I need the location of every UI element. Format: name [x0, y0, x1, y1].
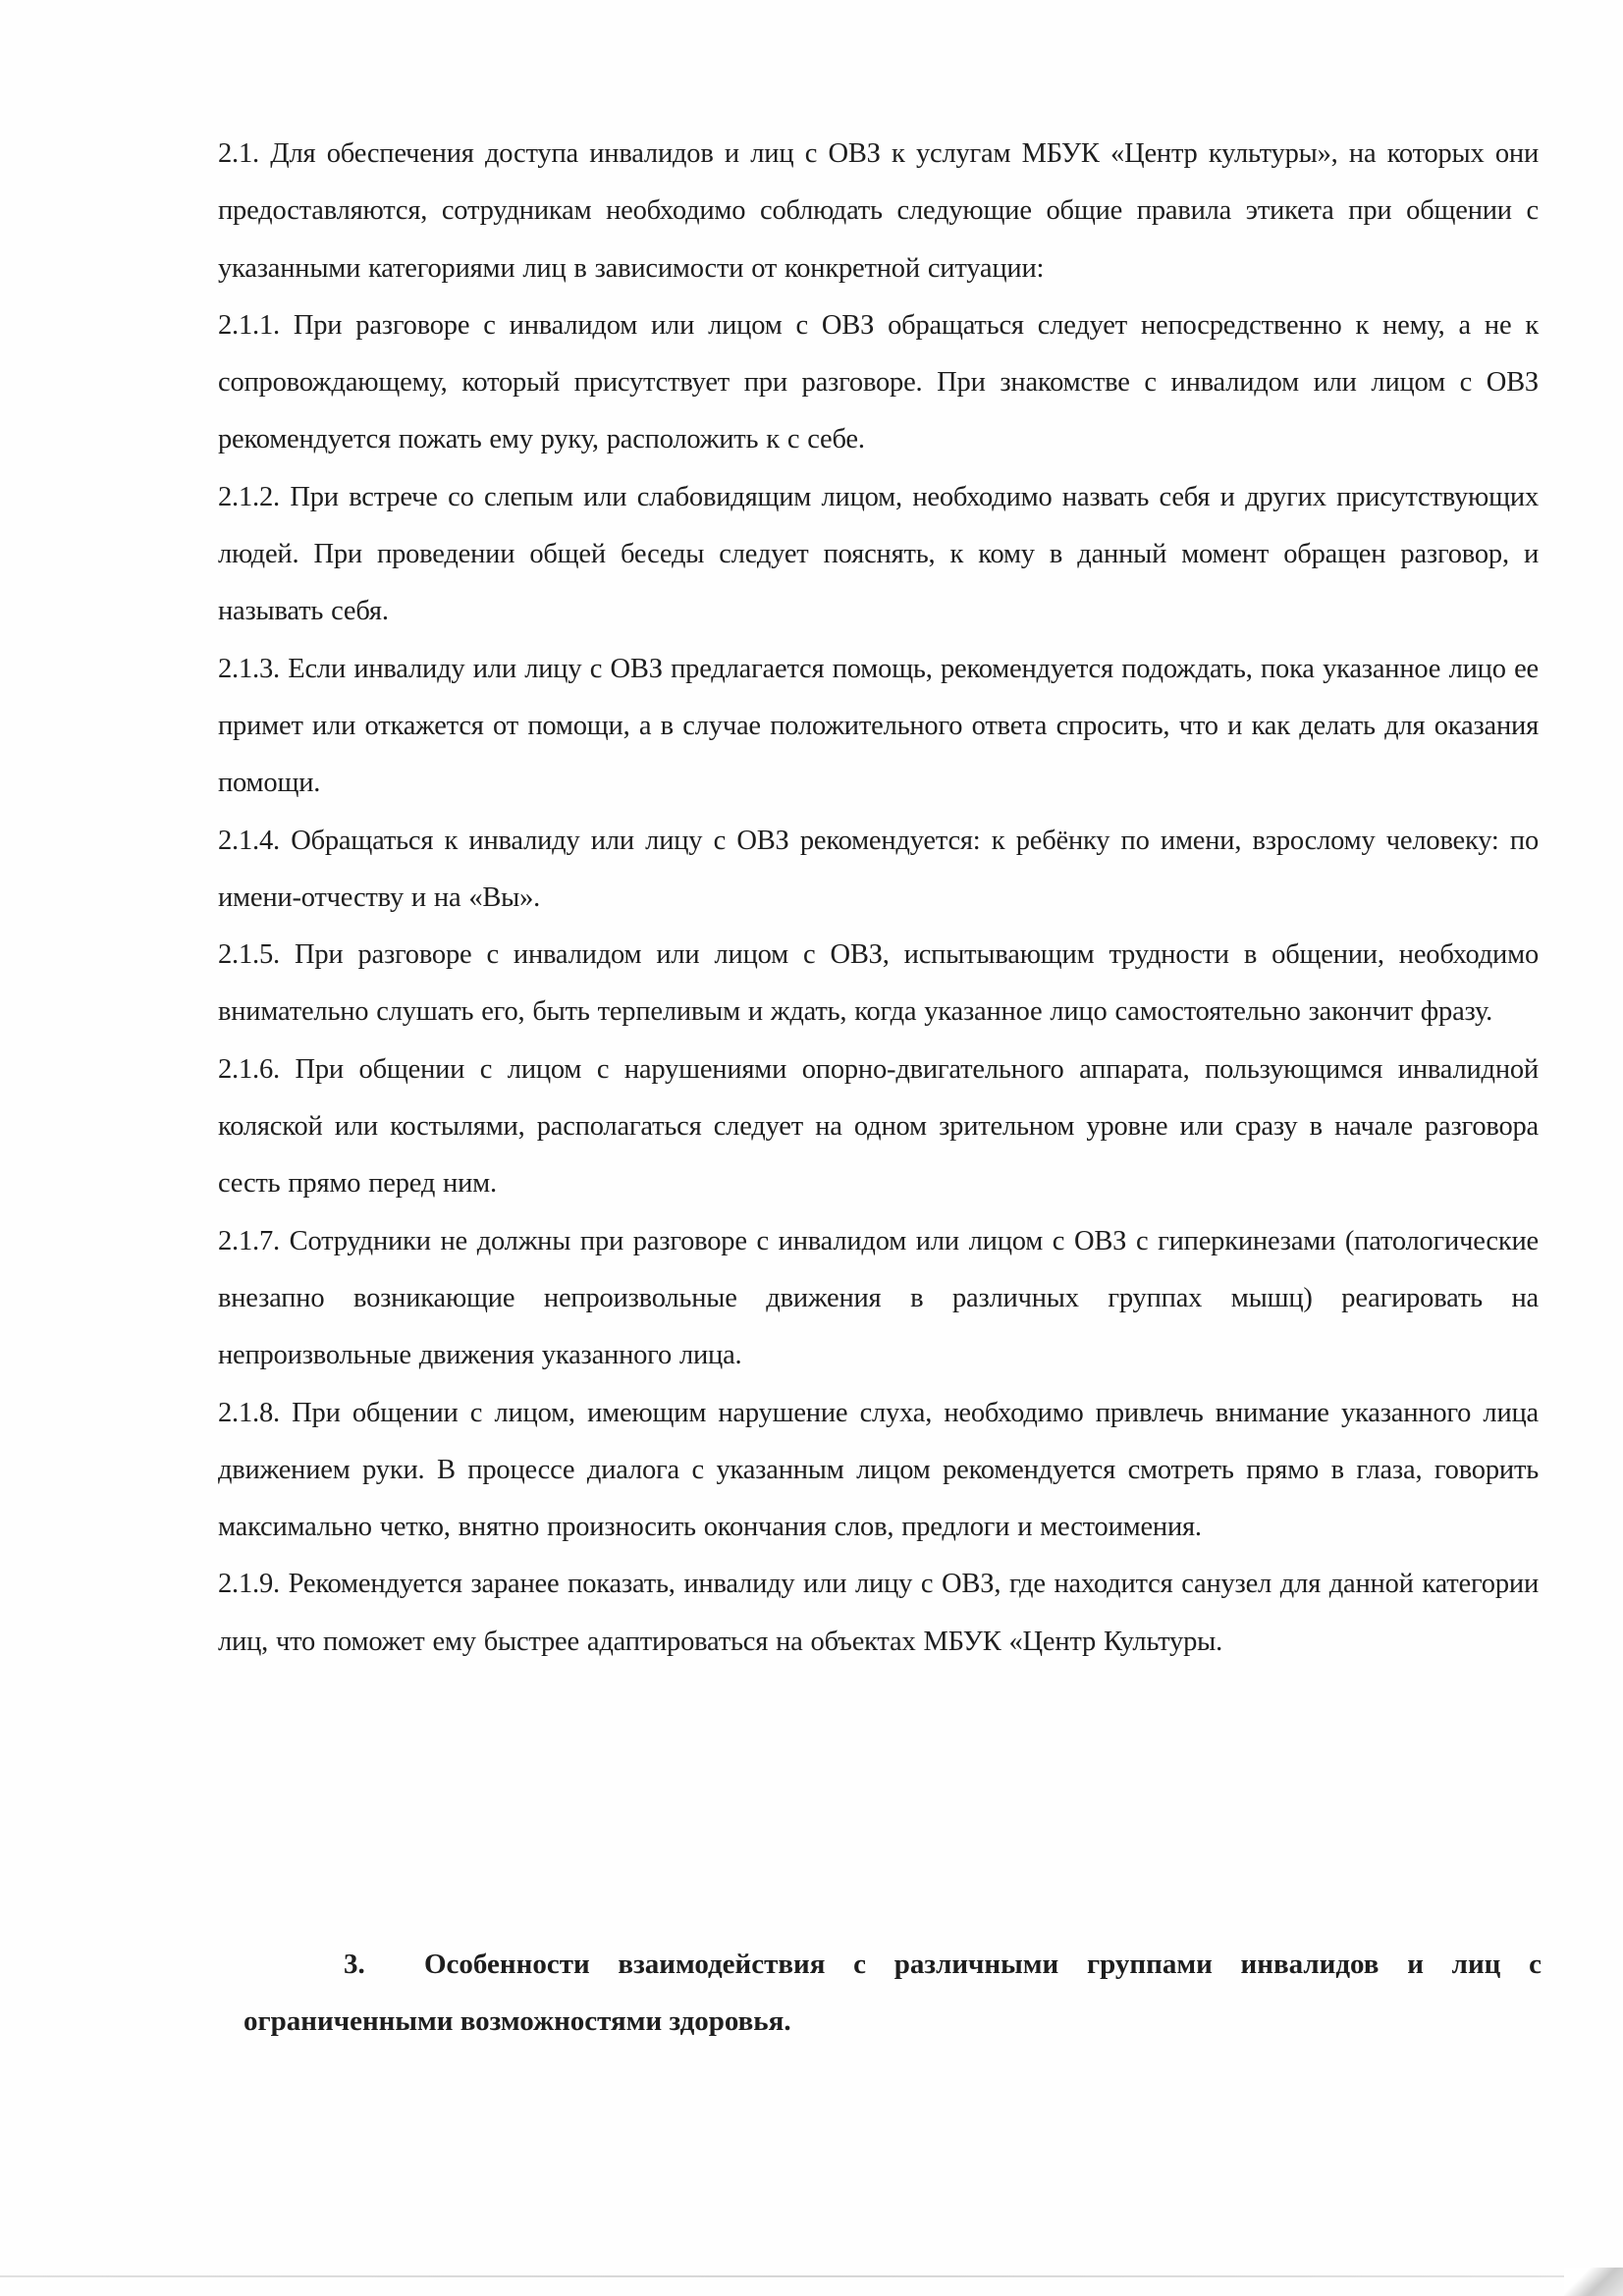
paragraph-2-1-3: 2.1.3. Если инвалиду или лицу с ОВЗ предлагается помощь, рекомендуется подождать, пока указанное лицо ее примет или откажется от помощи, а в случае положительного ответа спросить, что и как делать для оказания помощи.: [218, 653, 1539, 799]
paragraph-2-1-2: 2.1.2. При встрече со слепым или слабовидящим лицом, необходимо назвать себя и других присутствующих людей. При проведении общей беседы следует пояснять, к кому в данный момент обращен разговор, и называть себя.: [218, 481, 1539, 627]
section-heading-3: [243, 1936, 1542, 2050]
paragraph-2-1-6: 2.1.6. При общении с лицом с нарушениями опорно-двигательного аппарата, пользующимся инвалидной коляской или костылями, располагаться следует на одном зрительном уровне или сразу в начале разговора сесть прямо перед ним.: [218, 1053, 1539, 1200]
paragraph-2-1-4: 2.1.4. Обращаться к инвалиду или лицу с ОВЗ рекомендуется: к ребёнку по имени, взрослому человеку: по имени-отчеству и на «Вы».: [218, 825, 1539, 913]
paragraph-2-1-8: 2.1.8. При общении с лицом, имеющим нарушение слуха, необходимо привлечь внимание указанного лица движением руки. В процессе диалога с указанным лицом рекомендуется смотреть прямо в глаза, говорить максимально четко, внятно произносить окончания слов, предлоги и местоимения.: [218, 1397, 1539, 1543]
paragraph-2-1-7: 2.1.7. Сотрудники не должны при разговоре с инвалидом или лицом с ОВЗ с гиперкинезами (патологические внезапно возникающие непроизвольные движения в различных группах мышц) реагировать на непроизвольные движения указанного лица.: [218, 1225, 1539, 1371]
paragraph-2-1-9: 2.1.9. Рекомендуется заранее показать, инвалиду или лицу с ОВЗ, где находится санузел для данной категории лиц, что поможет ему быстрее адаптироваться на объектах МБУК «Центр Культуры.: [218, 1569, 1539, 1657]
section-title: Особенности взаимодействия с различными группами инвалидов и лиц с ограниченными возможностями здоровья.: [243, 1949, 1542, 2037]
paragraph-2-1: 2.1. Для обеспечения доступа инвалидов и лиц с ОВЗ к услугам МБУК «Центр культуры», на которых они предоставляются, сотрудникам необходимо соблюдать следующие общие правила этикета при общении с указанными категориями лиц в зависимости от конкретной ситуации:: [218, 138, 1539, 284]
paragraph-2-1-1: 2.1.1. При разговоре с инвалидом или лицом с ОВЗ обращаться следует непосредственно к нему, а не к сопровождающему, который присутствует при разговоре. При знакомстве с инвалидом или лицом с ОВЗ рекомендуется пожать ему руку, расположить к с себе.: [218, 309, 1539, 455]
paragraph-2-1-5: 2.1.5. При разговоре с инвалидом или лицом с ОВЗ, испытывающим трудности в общении, необходимо внимательно слушать его, быть терпеливым и ждать, когда указанное лицо самостоятельно закончит фразу.: [218, 939, 1539, 1028]
section-number: 3.: [344, 1949, 365, 1980]
page-curl-shadow: [1564, 2268, 1623, 2296]
document-body: [218, 126, 1539, 1671]
scan-bottom-edge: [0, 2275, 1623, 2277]
